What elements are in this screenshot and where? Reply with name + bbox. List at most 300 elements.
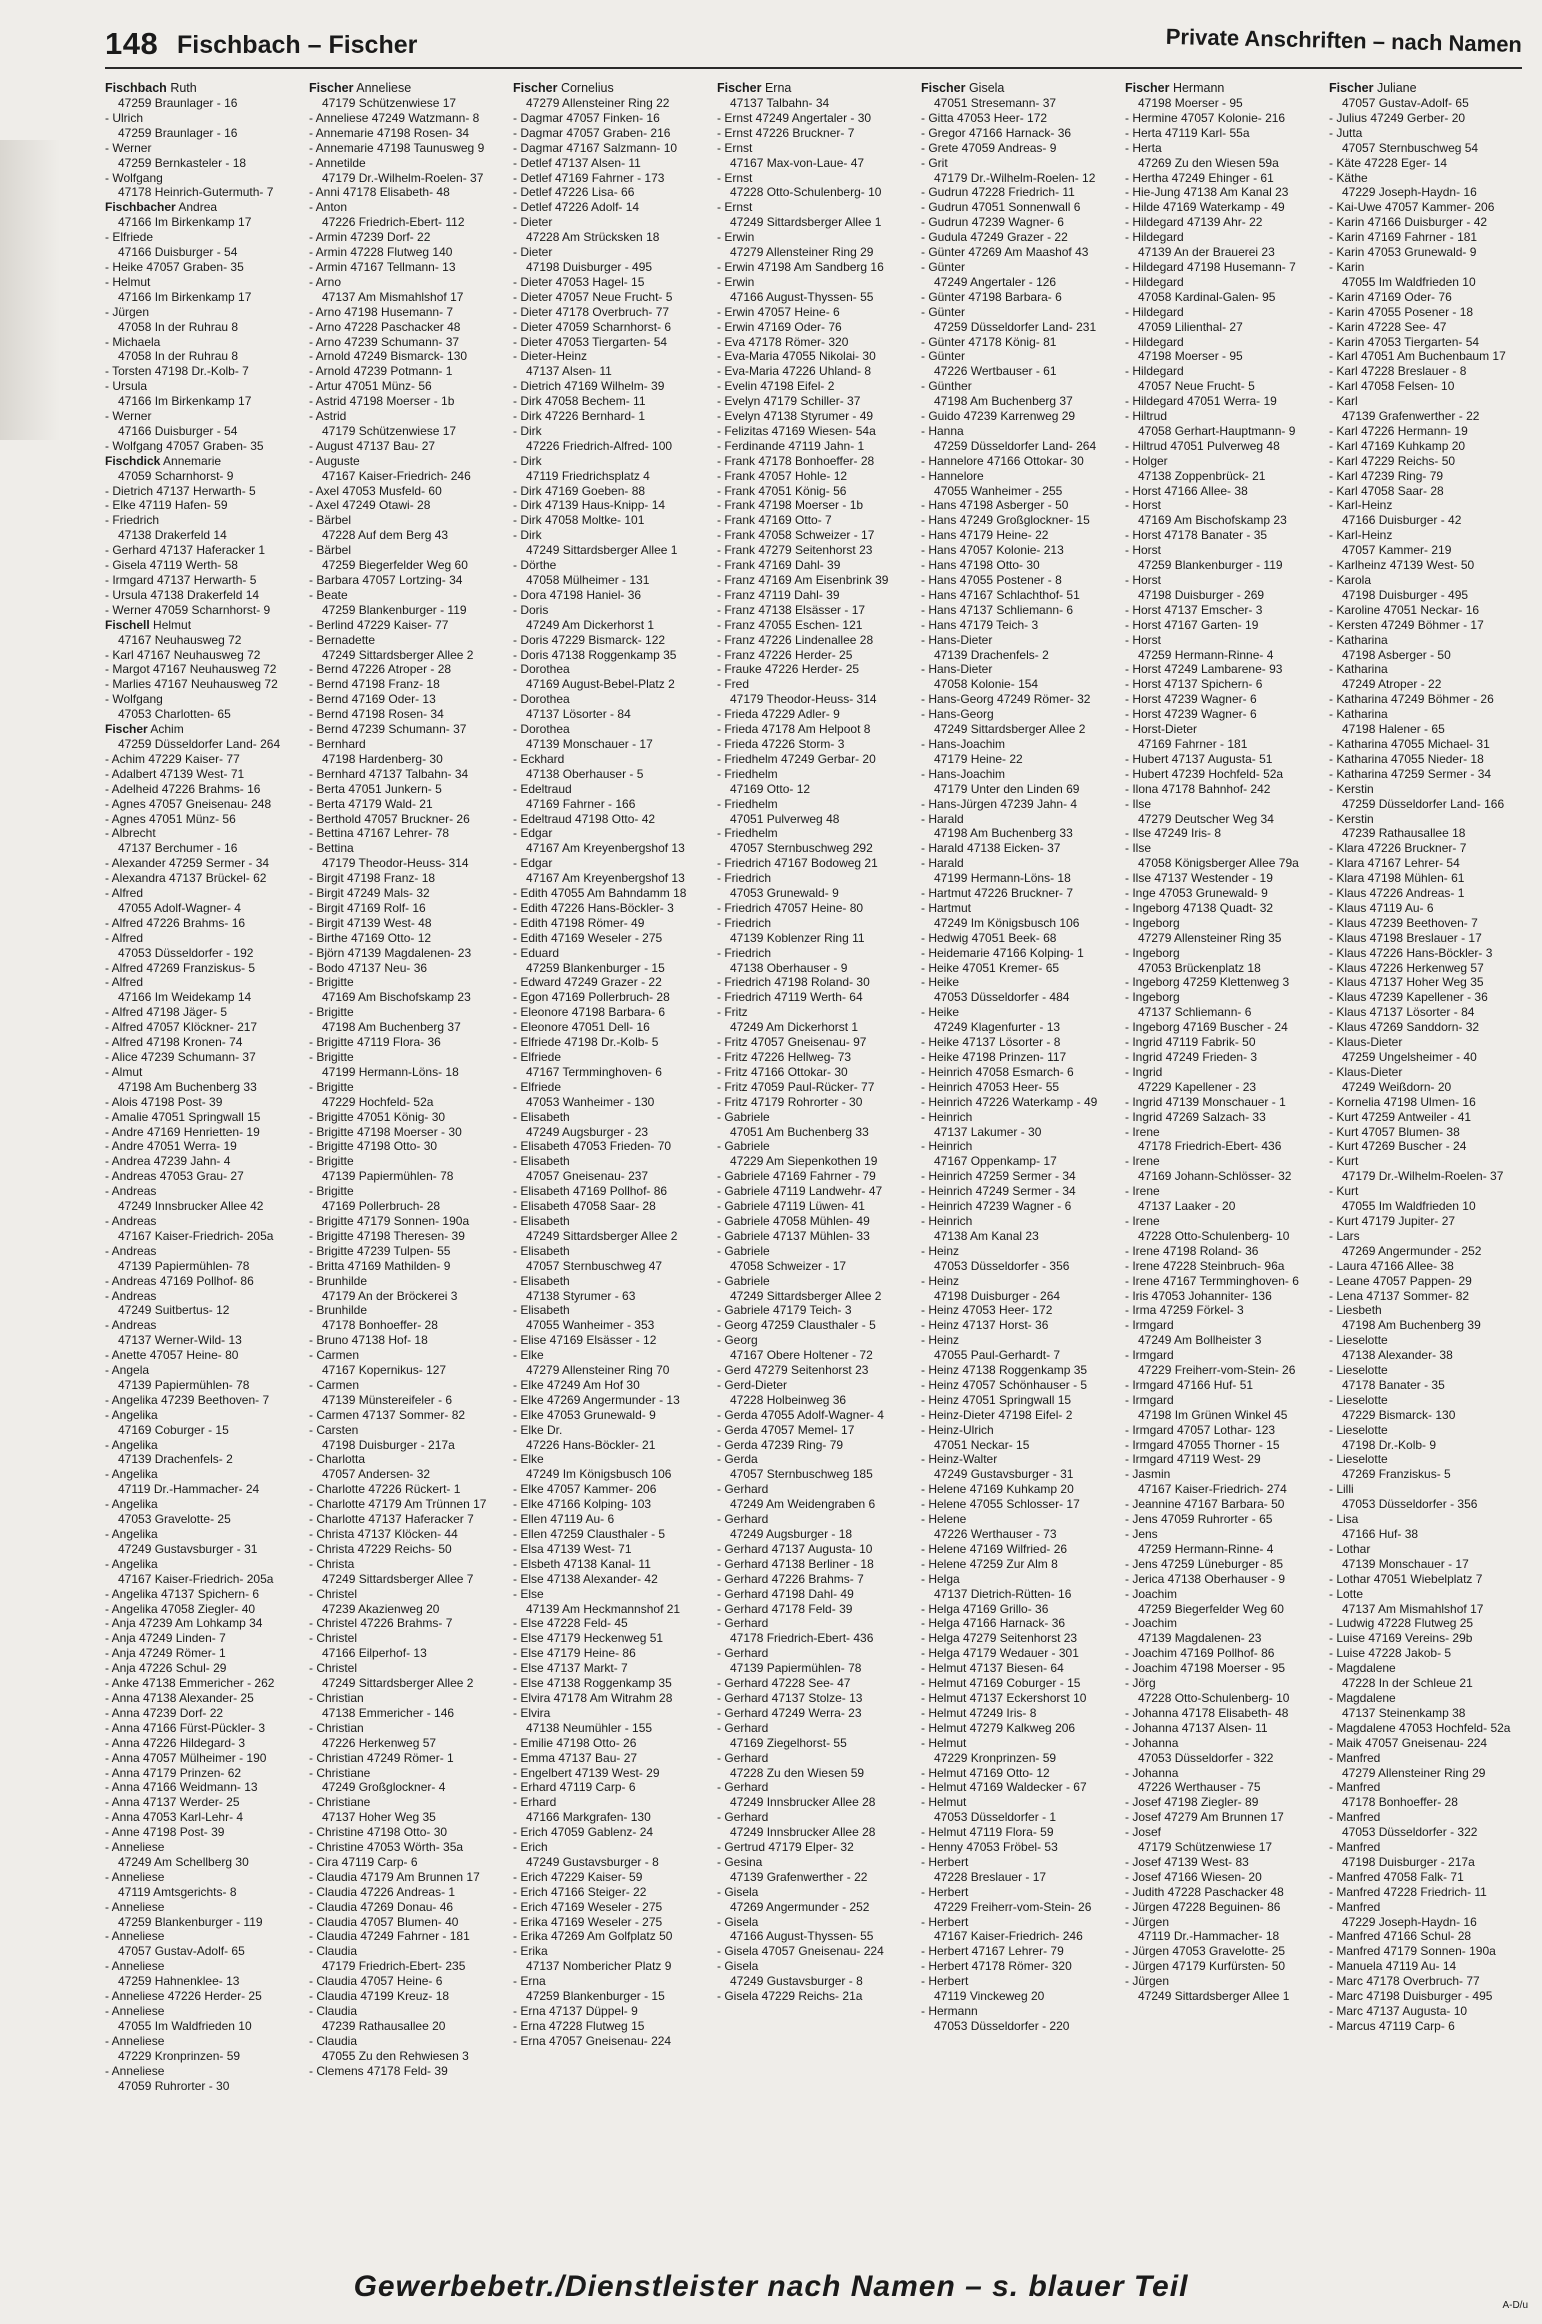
- list-item: - Elisabeth: [513, 1109, 570, 1124]
- list-item: - Alois 47198 Post- 39: [105, 1094, 223, 1109]
- list-item: 47058 In der Ruhrau 8: [118, 319, 239, 334]
- list-item: 47249 Am Dickerhorst 1: [730, 1020, 859, 1035]
- list-item: - Eva 47178 Römer- 320: [717, 334, 849, 349]
- list-item: 47198 Duisburger - 269: [1138, 587, 1265, 602]
- list-item: 47139 An der Brauerei 23: [1138, 245, 1275, 260]
- list-item: - Angelika: [105, 1497, 158, 1512]
- list-item: - Bernd 47239 Schumann- 37: [309, 722, 467, 737]
- list-item: - Hans-Georg 47249 Römer- 32: [921, 692, 1091, 707]
- list-item: - Else 47138 Alexander- 42: [513, 1571, 658, 1586]
- list-item: - Dietrich 47137 Herwarth- 5: [105, 483, 256, 498]
- column-heading: [921, 80, 1117, 96]
- list-item: 47229 Freiherr-vom-Stein- 26: [934, 1899, 1092, 1914]
- list-item: - Alfred 47198 Kronen- 74: [105, 1035, 243, 1050]
- list-item: 47249 Augsburger - 18: [730, 1527, 853, 1541]
- list-item: - Karoline 47051 Neckar- 16: [1329, 602, 1480, 617]
- list-item: - Elise 47169 Elsässer - 12: [513, 1333, 657, 1348]
- list-item: 47055 Zu den Rehwiesen 3: [322, 2048, 469, 2063]
- list-item: - Heinrich 47239 Wagner - 6: [921, 1199, 1072, 1214]
- list-item: 47169 Fahrner - 181: [1138, 736, 1248, 751]
- list-item: - Angelika: [105, 1407, 158, 1422]
- list-item: 47198 Duisburger - 217a: [1342, 1854, 1475, 1869]
- list-item: 47228 Am Strücksken 18: [526, 230, 660, 245]
- list-item: - Gabriele: [717, 1243, 770, 1258]
- list-item: - Günter 47178 König- 81: [921, 334, 1057, 349]
- list-item: - Herbert 47167 Lehrer- 79: [921, 1944, 1064, 1959]
- list-item: 47226 Friedrich-Ebert- 112: [322, 215, 465, 230]
- entry-range: Fischbach – Fischer: [177, 31, 418, 59]
- list-item: - Katharina: [1329, 662, 1388, 677]
- list-item: - Brunhilde: [309, 1273, 368, 1288]
- list-item: 47239 Rathausallee 20: [322, 2018, 446, 2033]
- list-item: - Irene: [1125, 1124, 1160, 1139]
- list-item: - Ilse: [1125, 796, 1152, 811]
- list-item: 47259 Braunlager - 16: [118, 96, 238, 110]
- column-heading: [513, 80, 709, 96]
- list-item: - Claudia 47269 Donau- 46: [309, 1899, 454, 1914]
- list-item: 47249 Innsbrucker Allee 42: [118, 1199, 264, 1214]
- list-item: 47179 Friedrich-Ebert- 235: [322, 1959, 466, 1974]
- list-item: 47166 Duisburger - 54: [118, 245, 238, 260]
- list-item: 47259 Blankenburger - 15: [526, 1989, 665, 2004]
- list-item: - Anna 47179 Prinzen- 62: [105, 1765, 242, 1780]
- list-item: - Helmut: [921, 1795, 967, 1810]
- list-item: - Eduard: [513, 945, 560, 960]
- list-item: - Heinz 47053 Heer- 172: [921, 1303, 1053, 1318]
- list-item: 47229 Kronprinzen- 59: [118, 2048, 241, 2063]
- list-item: - Erna 47057 Gneisenau- 224: [513, 2033, 672, 2048]
- list-item: - Lilli: [1329, 1482, 1354, 1497]
- list-item: - Klaus 47198 Breslauer - 17: [1329, 930, 1482, 945]
- list-item: - Elke 47269 Angermunder - 13: [513, 1392, 680, 1407]
- list-item: - Anneliese: [105, 2033, 165, 2048]
- list-item: - Hans 47179 Heine- 22: [921, 528, 1049, 543]
- list-item: - Gerhard: [717, 1720, 769, 1735]
- list-item: - Hermine 47057 Kolonie- 216: [1125, 110, 1286, 125]
- list-item: - Heike 47051 Kremer- 65: [921, 960, 1060, 975]
- list-item: - Helmut: [921, 1735, 967, 1750]
- list-item: 47138 Emmericher - 146: [322, 1705, 455, 1720]
- list-item: - Inge 47053 Grunewald- 9: [1125, 886, 1268, 901]
- list-item: - Karl 47239 Ring- 79: [1329, 468, 1444, 483]
- list-item: - Annemarie 47198 Taunusweg 9: [309, 140, 485, 155]
- list-item: - Lothar 47051 Wiebelplatz 7: [1329, 1571, 1483, 1586]
- list-item: - Gerhard 47137 Augusta- 10: [717, 1541, 873, 1556]
- surname-heading: Fischdick Annemarie: [105, 453, 222, 468]
- list-item: - Alfred 47226 Brahms- 16: [105, 915, 246, 930]
- footer-mark: A-D/u: [1502, 2300, 1528, 2311]
- list-item: 47279 Allensteiner Ring 29: [730, 245, 874, 260]
- list-item: 47053 Düsseldorfer - 356: [934, 1258, 1070, 1273]
- list-item: - Elke 47119 Hafen- 59: [105, 498, 228, 513]
- list-item: - Ursula 47138 Drakerfeld 14: [105, 587, 260, 602]
- list-item: 47137 Lakumer - 30: [934, 1124, 1042, 1139]
- list-item: - Angelika 47058 Ziegler- 40: [105, 1601, 256, 1616]
- list-item: 47249 Großglockner- 4: [322, 1780, 446, 1795]
- list-item: - Detlef 47169 Fahrner - 173: [513, 170, 665, 185]
- list-item: - Helmut 47279 Kalkweg 206: [921, 1720, 1076, 1735]
- list-item: - Gerhard 47198 Dahl- 49: [717, 1586, 854, 1601]
- list-item: 47166 Im Birkenkamp 17: [118, 215, 252, 230]
- list-item: 47167 Kopernikus- 127: [322, 1363, 447, 1378]
- list-item: - Erwin 47198 Am Sandberg 16: [717, 259, 884, 274]
- list-item: 47167 Neuhausweg 72: [118, 632, 242, 647]
- list-item: - Agnes 47057 Gneisenau- 248: [105, 796, 272, 811]
- list-item: - Christine 47198 Otto- 30: [309, 1825, 448, 1840]
- list-item: - Else 47137 Markt- 7: [513, 1661, 628, 1676]
- list-item: 47259 Blankenburger - 119: [322, 602, 467, 617]
- list-item: 47169 August-Bebel-Platz 2: [526, 677, 675, 692]
- list-item: 47137 Werner-Wild- 13: [118, 1333, 242, 1348]
- list-item: - Eva-Maria 47055 Nikolai- 30: [717, 349, 876, 364]
- list-item: - Anna 47226 Hildegard- 3: [105, 1735, 246, 1750]
- list-item: - Horst 47239 Wagner- 6: [1125, 692, 1257, 707]
- list-item: - Elke: [513, 1452, 544, 1467]
- list-item: - Hertha 47249 Ehinger - 61: [1125, 170, 1274, 185]
- column-heading: [1125, 80, 1321, 96]
- list-item: 47228 Auf dem Berg 43: [322, 528, 449, 543]
- list-item: - Andreas: [105, 1243, 157, 1258]
- list-item: - Irene 47198 Roland- 36: [1125, 1243, 1259, 1258]
- list-item: 47167 Kaiser-Friedrich- 246: [322, 468, 471, 483]
- list-item: - Fritz 47057 Gneisenau- 97: [717, 1035, 867, 1050]
- list-item: - Klara 47198 Mühlen- 61: [1329, 871, 1465, 886]
- list-item: - Horst: [1125, 543, 1161, 558]
- list-item: - Helga 47166 Harnack- 36: [921, 1616, 1066, 1631]
- listing-column: [309, 80, 505, 2180]
- list-item: - Heinz-Walter: [921, 1452, 998, 1467]
- list-item: - Johanna 47137 Alsen- 11: [1125, 1720, 1268, 1735]
- list-item: - Lisa: [1329, 1512, 1359, 1527]
- list-item: 47139 Grafenwerther - 22: [1342, 409, 1480, 424]
- list-item: - Hans 47057 Kolonie- 213: [921, 543, 1064, 558]
- list-item: 47178 Heinrich-Gutermuth- 7: [118, 185, 274, 200]
- list-item: - Hans-Jürgen 47239 Jahn- 4: [921, 796, 1078, 811]
- listing-column: [513, 80, 709, 2180]
- list-item: - Ilona 47178 Bahnhof- 242: [1125, 781, 1271, 796]
- list-item: 47058 In der Ruhrau 8: [118, 349, 239, 364]
- column-heading-firstname: Cornelius: [560, 81, 614, 95]
- list-item: - Gabriele 47137 Mühlen- 33: [717, 1228, 870, 1243]
- list-item: - Hubert 47239 Hochfeld- 52a: [1125, 766, 1284, 781]
- column-heading-firstname: Ruth: [170, 81, 197, 95]
- list-item: - Else: [513, 1586, 544, 1601]
- list-item: - Wolfgang 47057 Graben- 35: [105, 438, 264, 453]
- list-item: - Gabriele 47119 Landwehr- 47: [717, 1184, 883, 1199]
- column-heading-firstname: Hermann: [1172, 81, 1225, 95]
- list-item: 47058 Kardinal-Galen- 95: [1138, 289, 1276, 304]
- list-item: - Anna 47057 Mülheimer - 190: [105, 1750, 267, 1765]
- list-item: - Marc 47137 Augusta- 10: [1329, 2004, 1468, 2018]
- list-item: - Anja 47249 Linden- 7: [105, 1631, 226, 1646]
- list-item: - Herbert 47178 Römer- 320: [921, 1959, 1072, 1974]
- list-item: - Kerstin: [1329, 781, 1374, 796]
- list-item: 47137 Lösorter - 84: [526, 707, 631, 722]
- list-item: 47166 Huf- 38: [1342, 1527, 1419, 1541]
- list-item: 47259 Hermann-Rinne- 4: [1138, 1541, 1274, 1556]
- list-item: 47166 Im Birkenkamp 17: [118, 394, 252, 409]
- list-item: - Christel: [309, 1631, 358, 1646]
- list-item: - Jörg: [1125, 1676, 1156, 1691]
- list-item: 47269 Zu den Wiesen 59a: [1138, 155, 1279, 170]
- list-item: 47051 Am Buchenberg 33: [730, 1124, 869, 1139]
- list-item: - Kai-Uwe 47057 Kammer- 206: [1329, 200, 1495, 215]
- list-item: - Irma 47259 Förkel- 3: [1125, 1303, 1244, 1318]
- list-item: - Franz 47055 Eschen- 121: [717, 617, 863, 632]
- list-item: - Gabriele 47179 Teich- 3: [717, 1303, 852, 1318]
- list-item: - Dorothea: [513, 692, 570, 707]
- list-item: - Alfred: [105, 886, 144, 901]
- list-item: - Ludwig 47228 Flutweg 25: [1329, 1616, 1474, 1631]
- list-item: - Helga 47169 Grillo- 36: [921, 1601, 1049, 1616]
- list-item: - Karl 47229 Reichs- 50: [1329, 453, 1456, 468]
- list-item: 47057 Sternbuschweg 54: [1342, 140, 1479, 155]
- list-item: - Edeltraud 47198 Otto- 42: [513, 811, 656, 826]
- column-heading-firstname: Erna: [764, 81, 792, 95]
- list-item: - Katharina 47249 Böhmer - 26: [1329, 692, 1494, 707]
- list-item: 47167 Termminghoven- 6: [526, 1064, 662, 1079]
- list-item: 47167 Obere Holtener - 72: [730, 1348, 873, 1363]
- list-item: - Hannelore: [921, 468, 984, 483]
- list-item: - Erhard: [513, 1795, 557, 1810]
- list-item: - Wolfgang: [105, 692, 163, 707]
- list-item: - Ernst: [717, 170, 753, 185]
- list-item: - Erhard 47119 Carp- 6: [513, 1780, 636, 1795]
- list-item: - Horst: [1125, 498, 1161, 513]
- list-item: - Günter: [921, 304, 966, 319]
- list-item: - Hildegard: [1125, 334, 1184, 349]
- list-item: - Irene 47228 Steinbruch- 96a: [1125, 1258, 1285, 1273]
- list-item: 47229 Joseph-Haydn- 16: [1342, 185, 1477, 200]
- list-item: - Heinz 47057 Schönhauser - 5: [921, 1377, 1088, 1392]
- list-item: - Claudia 47199 Kreuz- 18: [309, 1989, 450, 2004]
- list-item: - Axel 47249 Otawi- 28: [309, 498, 431, 513]
- list-item: - Ingeborg 47138 Quadt- 32: [1125, 900, 1274, 915]
- list-item: - Brigitte 47119 Flora- 36: [309, 1035, 441, 1050]
- list-item: - Edgar: [513, 856, 553, 871]
- list-item: - Fritz: [717, 1005, 748, 1020]
- list-item: - Alfred 47198 Jäger- 5: [105, 1005, 228, 1020]
- list-item: 47137 Berchumer - 16: [118, 841, 238, 856]
- list-item: 47249 Sittardsberger Allee 7: [322, 1571, 474, 1586]
- list-item: - Agnes 47051 Münz- 56: [105, 811, 236, 826]
- list-item: - Gerd 47279 Seitenhorst 23: [717, 1363, 869, 1378]
- list-item: - Ilse 47137 Westender - 19: [1125, 871, 1273, 886]
- list-item: - Dieter 47057 Neue Frucht- 5: [513, 289, 673, 304]
- list-item: 47198 Duisburger - 495: [526, 259, 653, 274]
- column-heading: [1329, 80, 1525, 96]
- list-item: - Günther: [921, 379, 972, 394]
- list-item: - Klaus 47239 Kapellener - 36: [1329, 990, 1488, 1005]
- list-item: - Frieda 47229 Adler- 9: [717, 707, 840, 722]
- list-item: - Helmut 47169 Coburger - 15: [921, 1676, 1081, 1691]
- list-item: - Alfred 47057 Klöckner- 217: [105, 1020, 258, 1035]
- list-item: 47138 Zoppenbrück- 21: [1138, 468, 1266, 483]
- list-item: 47179 Schützenwiese 17: [322, 423, 457, 438]
- list-item: - Brigitte: [309, 1005, 354, 1020]
- list-item: - Heinrich 47058 Esmarch- 6: [921, 1064, 1074, 1079]
- list-item: - Elisabeth 47053 Frieden- 70: [513, 1139, 672, 1154]
- list-item: 47057 Gustav-Adolf- 65: [118, 1944, 245, 1959]
- list-item: - Friedrich 47167 Bodoweg 21: [717, 856, 878, 871]
- list-item: - Dagmar 47057 Graben- 216: [513, 125, 671, 140]
- list-item: 47249 Gustavsburger - 31: [118, 1541, 258, 1556]
- list-item: - Carmen: [309, 1377, 360, 1392]
- list-item: - Horst-Dieter: [1125, 722, 1198, 737]
- list-item: - Jasmin: [1125, 1467, 1171, 1482]
- list-item: - Elfriede 47198 Dr.-Kolb- 5: [513, 1035, 659, 1050]
- listing-column: [921, 80, 1117, 2180]
- list-item: - Marcus 47119 Carp- 6: [1329, 2018, 1455, 2033]
- list-item: - Lars: [1329, 1228, 1360, 1243]
- list-item: - Kornelia 47198 Ulmen- 16: [1329, 1094, 1476, 1109]
- list-item: - Lothar: [1329, 1541, 1371, 1556]
- list-item: - Irmgard: [1125, 1392, 1174, 1407]
- entry-list: [105, 96, 301, 2093]
- list-item: - Klaus 47119 Au- 6: [1329, 900, 1434, 915]
- list-item: - Anneliese: [105, 2063, 165, 2078]
- list-item: - Erich 47059 Gablenz- 24: [513, 1825, 654, 1840]
- list-item: - Ingeborg: [1125, 990, 1180, 1005]
- list-item: 47179 Heine- 22: [934, 751, 1023, 766]
- list-item: 47169 Coburger - 15: [118, 1422, 229, 1437]
- list-item: - Dirk 47058 Bechem- 11: [513, 394, 646, 409]
- list-item: - Manfred: [1329, 1810, 1381, 1825]
- entry-list: [309, 96, 505, 2079]
- list-item: - Horst 47137 Emscher- 3: [1125, 602, 1263, 617]
- list-item: - Ellen 47119 Au- 6: [513, 1512, 615, 1527]
- list-item: - Arno 47239 Schumann- 37: [309, 334, 460, 349]
- list-item: - Alfred 47269 Franziskus- 5: [105, 960, 256, 975]
- list-item: - Fritz 47179 Rohrorter - 30: [717, 1094, 863, 1109]
- list-item: - Friedrich: [717, 871, 772, 886]
- list-item: 47119 Amtsgerichts- 8: [118, 1884, 237, 1899]
- list-item: - Harald 47138 Eicken- 37: [921, 841, 1061, 856]
- list-item: - Anna 47137 Werder- 25: [105, 1795, 240, 1810]
- list-item: - Anneliese: [105, 1869, 165, 1884]
- list-item: 47119 Vinckeweg 20: [934, 1989, 1045, 2004]
- list-item: - Ingeborg 47259 Klettenweg 3: [1125, 975, 1290, 990]
- list-item: - Bernadette: [309, 632, 376, 647]
- list-item: 47259 Hermann-Rinne- 4: [1138, 647, 1274, 662]
- list-item: - Claudia 47179 Am Brunnen 17: [309, 1869, 480, 1884]
- list-item: - Christine 47053 Wörth- 35a: [309, 1840, 464, 1855]
- list-item: 47053 Wanheimer - 130: [526, 1094, 655, 1109]
- list-item: 47249 Sittardsberger Allee 2: [322, 1676, 474, 1691]
- list-item: 47198 Am Buchenberg 37: [322, 1020, 461, 1035]
- list-item: - Helene 47259 Zur Alm 8: [921, 1556, 1058, 1571]
- list-item: - Irmgard: [1125, 1318, 1174, 1333]
- list-item: - Josef 47279 Am Brunnen 17: [1125, 1810, 1284, 1825]
- list-item: - Heike: [921, 1005, 960, 1020]
- list-item: 47259 Bernkasteler - 18: [118, 155, 247, 170]
- list-item: - Brigitte: [309, 1154, 354, 1169]
- list-item: - Klaus 47137 Lösorter - 84: [1329, 1005, 1475, 1020]
- list-item: 47138 Am Kanal 23: [934, 1228, 1039, 1243]
- list-item: 47137 Talbahn- 34: [730, 96, 830, 110]
- list-item: - Karin 47169 Fahrner - 181: [1329, 230, 1478, 245]
- list-item: - Hans-Dieter: [921, 662, 993, 677]
- list-item: - Hans 47249 Großglockner- 15: [921, 513, 1090, 528]
- list-item: - Ernst 47226 Bruckner- 7: [717, 125, 855, 140]
- list-item: - Hans 47167 Schlachthof- 51: [921, 587, 1080, 602]
- list-item: - Heinz-Dieter 47198 Eifel- 2: [921, 1407, 1073, 1422]
- list-item: - Irmgard 47119 West- 29: [1125, 1452, 1261, 1467]
- list-item: 47058 Mülheimer - 131: [526, 573, 650, 587]
- list-item: - Andreas 47053 Grau- 27: [105, 1169, 244, 1184]
- list-item: - Dirk: [513, 528, 542, 543]
- list-item: - Kurt 47179 Jupiter- 27: [1329, 1213, 1456, 1228]
- list-item: - Ernst: [717, 200, 753, 215]
- list-item: - Gerhard: [717, 1810, 769, 1825]
- list-item: 47138 Oberhauser - 9: [730, 960, 848, 975]
- list-item: - Charlotte 47226 Rückert- 1: [309, 1482, 461, 1497]
- page-number: 148: [105, 26, 159, 61]
- list-item: - Frank 47057 Hohle- 12: [717, 468, 848, 483]
- listing-column: [1329, 80, 1525, 2180]
- list-item: - Jens: [1125, 1527, 1158, 1541]
- list-item: - Frieda 47226 Storm- 3: [717, 736, 845, 751]
- list-item: - Guido 47239 Karrenweg 29: [921, 409, 1076, 424]
- listing-columns: [105, 80, 1525, 2180]
- list-item: - Ernst 47249 Angertaler - 30: [717, 110, 872, 125]
- entry-list: [513, 96, 709, 2049]
- list-item: - Armin 47167 Tellmann- 13: [309, 259, 456, 274]
- list-item: - Franz 47226 Herder- 25: [717, 647, 853, 662]
- list-item: - Bärbel: [309, 513, 352, 528]
- list-item: - Heinz-Ulrich: [921, 1422, 994, 1437]
- list-item: 47167 Am Kreyenbergshof 13: [526, 841, 685, 856]
- list-item: - Kurt: [1329, 1154, 1359, 1169]
- list-item: - Laura 47166 Allee- 38: [1329, 1258, 1454, 1273]
- list-item: - Hildegard 47139 Ahr- 22: [1125, 215, 1263, 230]
- list-item: - Heinrich 47249 Sermer - 34: [921, 1184, 1076, 1199]
- list-item: 47249 Innsbrucker Allee 28: [730, 1795, 876, 1810]
- list-item: - Gerhard: [717, 1482, 769, 1497]
- list-item: - Manuela 47119 Au- 14: [1329, 1959, 1457, 1974]
- list-item: - Hans-Georg: [921, 707, 994, 722]
- list-item: 47228 In der Schleue 21: [1342, 1676, 1473, 1691]
- list-item: - Jürgen: [105, 304, 150, 319]
- list-item: 47269 Angermunder - 252: [730, 1899, 870, 1914]
- list-item: - Evelyn 47138 Styrumer - 49: [717, 409, 874, 424]
- list-item: 47169 Am Bischofskamp 23: [1138, 513, 1287, 528]
- list-item: - Karl 47226 Hermann- 19: [1329, 423, 1468, 438]
- list-item: 47228 Otto-Schulenberg- 10: [1138, 1690, 1290, 1705]
- list-item: - Edeltraud: [513, 781, 572, 796]
- list-item: 47053 Düsseldorfer - 220: [934, 2018, 1070, 2033]
- list-item: - Angelika 47239 Beethoven- 7: [105, 1392, 270, 1407]
- list-item: 47139 Koblenzer Ring 11: [730, 930, 865, 945]
- list-item: - Gerhard 47178 Feld- 39: [717, 1601, 853, 1616]
- list-item: - Claudia: [309, 2004, 358, 2018]
- list-item: 47058 Schweizer - 17: [730, 1258, 847, 1273]
- entry-list: [1125, 96, 1321, 2004]
- list-item: - Heinrich 47259 Sermer - 34: [921, 1169, 1076, 1184]
- list-item: - Else 47228 Feld- 45: [513, 1616, 628, 1631]
- list-item: - Ilse 47249 Iris- 8: [1125, 826, 1222, 841]
- list-item: - Gabriele: [717, 1109, 770, 1124]
- list-item: - Heike 47137 Lösorter - 8: [921, 1035, 1061, 1050]
- list-item: - Adelheid 47226 Brahms- 16: [105, 781, 261, 796]
- list-item: 47057 Sternbuschweg 292: [730, 841, 873, 856]
- list-item: - Heinrich: [921, 1109, 973, 1124]
- list-item: 47198 Duisburger - 495: [1342, 587, 1469, 602]
- list-item: 47119 Dr.-Hammacher- 24: [118, 1482, 260, 1497]
- list-item: - Hildegard: [1125, 274, 1184, 289]
- list-item: - Bernd 47198 Franz- 18: [309, 677, 440, 692]
- list-item: - Harald: [921, 811, 964, 826]
